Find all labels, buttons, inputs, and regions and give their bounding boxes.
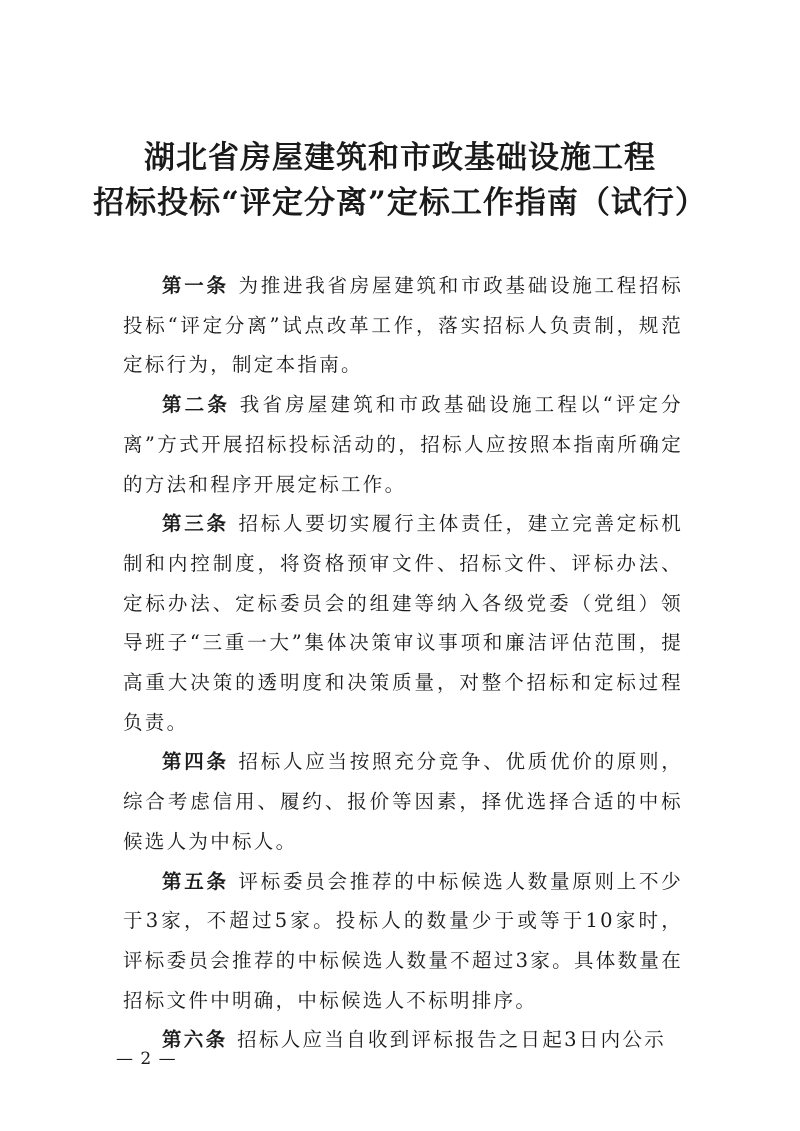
article-6 — [123, 1020, 683, 1060]
article-4 — [123, 742, 683, 861]
article-4-label: 第四条 — [162, 750, 229, 774]
article-2-text: 我省房屋建筑和市政基础设施工程以“评定分离”方式开展招标投标活动的，招标人应按照本指南所确定的方法和程序开展定标工作。 — [123, 393, 683, 496]
article-5-label: 第五条 — [162, 869, 229, 893]
article-6-text: 招标人应当自收到评标报告之日起3日内公示 — [237, 1028, 667, 1052]
article-2-label: 第二条 — [162, 393, 231, 417]
article-5-text: 评标委员会推荐的中标候选人数量原则上不少于3家，不超过5家。投标人的数量少于或等于10家时，评标委员会推荐的中标候选人数量不超过3家。具体数量在招标文件中明确，中标候选人不标明排序。 — [123, 869, 683, 1012]
article-2 — [123, 385, 683, 504]
article-3-label: 第三条 — [162, 512, 229, 536]
article-3-text: 招标人要切实履行主体责任，建立完善定标机制和内控制度，将资格预审文件、招标文件、评标办法、定标办法、定标委员会的组建等纳入各级党委（党组）领导班子“三重一大”集体决策审议事项和廉洁评估范围，提高重大决策的透明度和决策质量，对整个招标和定标过程负责。 — [123, 512, 683, 734]
document-title-line-1: 湖北省房屋建筑和市政基础设施工程 — [144, 140, 656, 176]
article-1 — [123, 266, 683, 385]
article-3 — [123, 504, 683, 742]
document-title-line-2: 招标投标“评定分离”定标工作指南（试行） — [93, 185, 707, 221]
article-5 — [123, 862, 683, 1021]
article-6-label: 第六条 — [162, 1028, 228, 1052]
article-4-text: 招标人应当按照充分竞争、优质优价的原则，综合考虑信用、履约、报价等因素，择优选择合适的中标候选人为中标人。 — [123, 750, 683, 853]
article-1-text: 为推进我省房屋建筑和市政基础设施工程招标投标“评定分离”试点改革工作，落实招标人负责制，规范定标行为，制定本指南。 — [123, 274, 683, 377]
article-1-label: 第一条 — [162, 274, 229, 297]
document-body — [123, 266, 683, 1060]
page-number: — 2 — — [116, 1049, 177, 1069]
